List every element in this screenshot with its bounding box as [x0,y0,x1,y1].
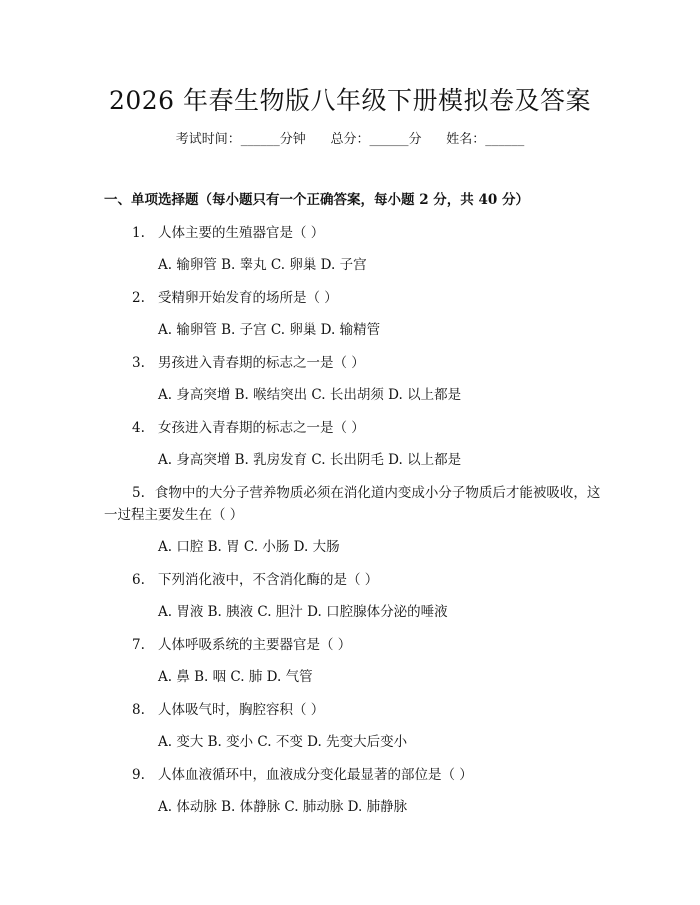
question-options: A. 鼻 B. 咽 C. 肺 D. 气管 [158,669,313,685]
question-options: A. 输卵管 B. 睾丸 C. 卵巢 D. 子宫 [158,257,367,273]
question-item [104,764,604,818]
question-stem [104,417,604,439]
question-text: 人体呼吸系统的主要器官是（ ） [158,637,352,653]
question-text: 女孩进入青春期的标志之一是（ ） [158,420,365,436]
question-number: 3. [132,355,145,371]
question-number: 1. [132,225,145,241]
question-stem [104,634,604,656]
question-text: 下列消化液中，不含消化酶的是（ ） [158,572,379,588]
question-options: A. 胃液 B. 胰液 C. 胆汁 D. 口腔腺体分泌的唾液 [158,604,448,620]
question-item [104,417,604,471]
question-text: 人体主要的生殖器官是（ ） [158,225,325,241]
question-list [104,222,604,829]
page-title: 2026 年春生物版八年级下册模拟卷及答案 [108,86,592,115]
question-stem [104,569,604,591]
section-heading: 一、单项选择题（每小题只有一个正确答案，每小题 2 分，共 40 分） [104,192,529,208]
question-text: 人体吸气时，胸腔容积（ ） [158,702,325,718]
question-number: 6. [132,572,145,588]
question-text: 男孩进入青春期的标志之一是（ ） [158,355,365,371]
question-item [104,634,604,688]
question-options: A. 身高突增 B. 喉结突出 C. 长出胡须 D. 以上都是 [158,387,462,403]
question-text: 食物中的大分子营养物质必须在消化道内变成小分子物质后才能被吸收，这一过程主要发生在（ ） [104,485,601,523]
question-stem [104,352,604,374]
question-text: 人体血液循环中，血液成分变化最显著的部位是（ ） [158,767,473,783]
question-number: 4. [132,420,145,436]
question-item [104,222,604,276]
question-options: A. 变大 B. 变小 C. 不变 D. 先变大后变小 [158,734,408,750]
question-stem [104,222,604,244]
question-number: 9. [132,767,145,783]
question-options: A. 身高突增 B. 乳房发育 C. 长出阴毛 D. 以上都是 [158,452,462,468]
question-item [104,482,604,558]
question-text: 受精卵开始发育的场所是（ ） [158,290,338,306]
question-item [104,287,604,341]
question-options: A. 体动脉 B. 体静脉 C. 肺动脉 D. 肺静脉 [158,799,408,815]
question-options: A. 输卵管 B. 子宫 C. 卵巢 D. 输精管 [158,322,381,338]
question-number: 2. [132,290,145,306]
question-options: A. 口腔 B. 胃 C. 小肠 D. 大肠 [158,539,340,555]
question-stem [104,482,604,526]
question-number: 5. [132,485,145,501]
question-number: 7. [132,637,145,653]
question-item [104,352,604,406]
question-stem [104,764,604,786]
exam-meta-line: 考试时间：______分钟 总分：______分 姓名：______ [175,132,525,147]
question-item [104,699,604,753]
question-number: 8. [132,702,145,718]
question-stem [104,699,604,721]
question-stem [104,287,604,309]
question-item [104,569,604,623]
